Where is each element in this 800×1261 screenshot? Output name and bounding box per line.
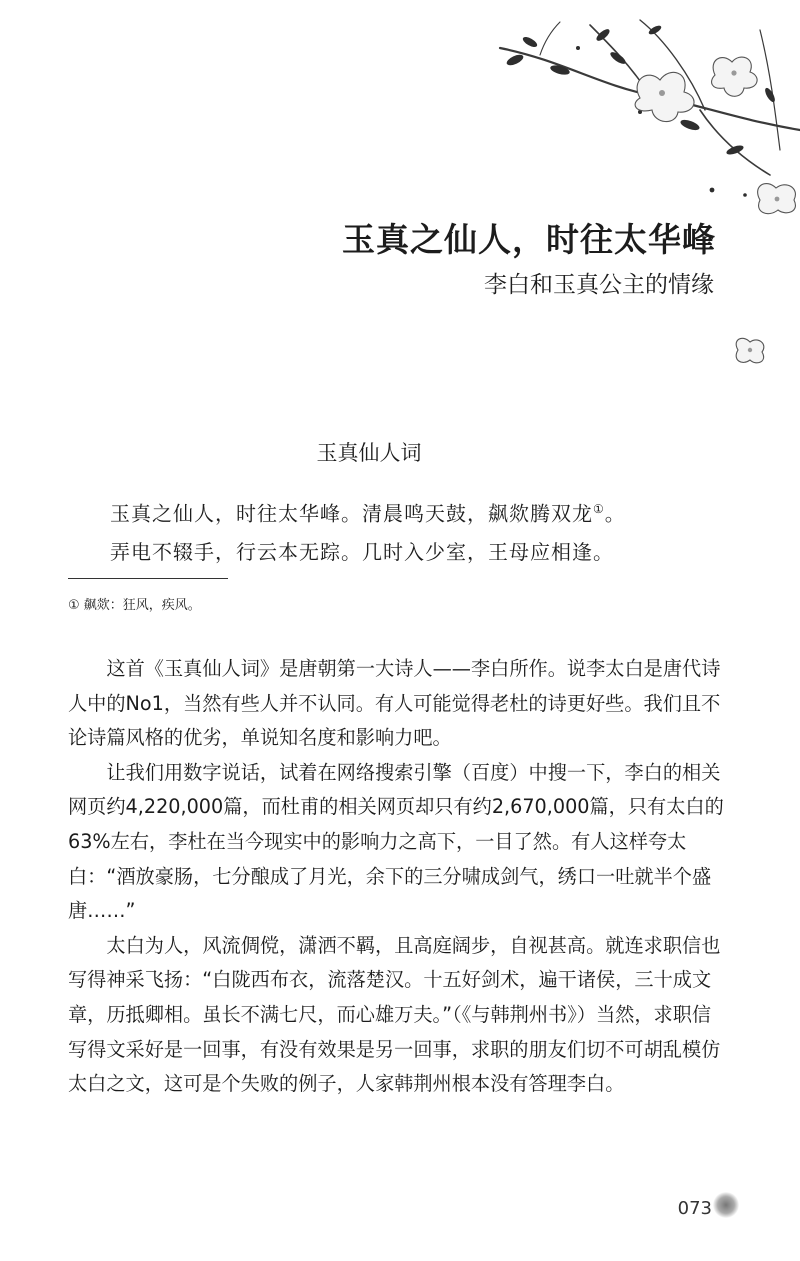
page-number: 073 — [677, 1198, 712, 1219]
paragraph-2: 让我们用数字说话，试着在网络搜索引擎（百度）中搜一下，李白的相关网页约4,220,000篇，而杜甫的相关网页却只有约2,670,000篇，只有太白的63%左右，李杜在当今现实中的影响力之高下，一目了然。有人这样夸太白：“酒放豪肠，七分酿成了月光，余下的三分啸成剑气，绣口一吐就半个盛唐……” — [68, 760, 724, 923]
body-text — [68, 652, 728, 1102]
magnolia-branch-icon — [0, 0, 800, 420]
paragraph-1: 这首《玉真仙人词》是唐朝第一大诗人——李白所作。说李太白是唐代诗人中的No1，当然有些人并不认同。有人可能觉得老杜的诗更好些。我们且不论诗篇风格的优劣，单说知名度和影响力吧。 — [68, 657, 721, 750]
poem-title: 玉真仙人词 — [316, 441, 422, 465]
poem-line-1: 玉真之仙人，时往太华峰。清晨鸣天鼓，飙欻腾双龙①。 — [110, 501, 626, 526]
footnote-divider — [68, 578, 228, 579]
footnote: ① 飙欻：狂风，疾风。 — [68, 598, 201, 613]
poem-line-2: 弄电不辍手，行云本无踪。几时入少室，王母应相逢。 — [110, 539, 614, 564]
chapter-title: 玉真之仙人，时往太华峰 — [342, 220, 716, 259]
paragraph-3: 太白为人，风流倜傥，潇洒不羁，且高庭阔步，自视甚高。就连求职信也写得神采飞扬：“白陇西布衣，流落楚汉。十五好剑术，遍干诸侯，三十成文章，历抵卿相。虽长不满七尺，而心雄万夫。”（《与韩荆州书》）当然，求职信写得文采好是一回事，有没有效果是另一回事，求职的朋友们切不可胡乱模仿太白之文，这可是个失败的例子，人家韩荆州根本没有答理李白。 — [68, 933, 721, 1096]
ink-dot-icon — [713, 1192, 739, 1218]
chapter-subtitle: 李白和玉真公主的情缘 — [484, 272, 714, 298]
footnote-mark: ① — [593, 502, 605, 516]
poem-body — [110, 490, 626, 571]
